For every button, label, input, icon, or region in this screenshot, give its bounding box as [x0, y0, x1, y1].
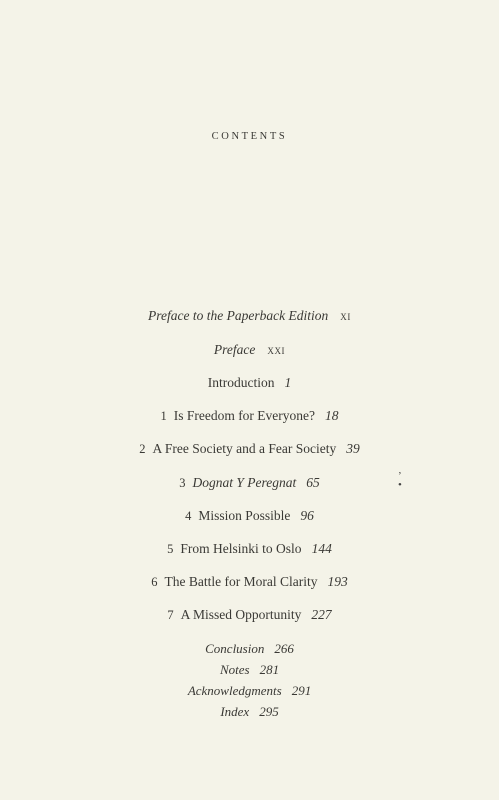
- entry-page: 291: [291, 683, 312, 698]
- toc-entry-acknowledgments: [0, 683, 499, 699]
- chapter-number: 5: [167, 542, 174, 556]
- entry-page: 144: [311, 541, 332, 556]
- toc-entry-index: [0, 704, 499, 720]
- entry-page: 281: [259, 662, 280, 677]
- entry-title: Preface to the Paperback Edition: [148, 308, 329, 323]
- entry-title: Dognat Y Peregnat: [192, 475, 297, 490]
- entry-title: Introduction: [207, 375, 275, 390]
- entry-title: Notes: [219, 662, 250, 677]
- entry-title: A Free Society and a Fear Society: [152, 441, 337, 456]
- entry-title: Is Freedom for Everyone?: [173, 408, 316, 423]
- entry-title: Index: [220, 704, 250, 719]
- toc-entry-preface: [0, 342, 499, 358]
- toc-entry-chapter-5: [0, 541, 499, 557]
- entry-page: 295: [259, 704, 279, 719]
- entry-title: The Battle for Moral Clarity: [164, 574, 318, 589]
- stray-mark: ’ •: [398, 470, 402, 491]
- toc-entry-chapter-4: [0, 508, 499, 524]
- chapter-number: 3: [179, 476, 186, 490]
- entry-page: 227: [311, 607, 332, 622]
- toc-entry-chapter-1: [0, 408, 499, 424]
- chapter-number: 7: [167, 608, 174, 622]
- entry-title: Acknowledgments: [187, 683, 282, 698]
- toc-entry-notes: [0, 662, 499, 678]
- entry-title: A Missed Opportunity: [180, 607, 302, 622]
- toc-entry-introduction: [0, 375, 499, 391]
- entry-title: Preface: [213, 342, 256, 357]
- toc-entry-chapter-2: [0, 441, 499, 457]
- entry-page: 65: [306, 475, 320, 490]
- chapter-number: 2: [139, 442, 146, 456]
- entry-page: 266: [274, 641, 294, 656]
- toc-entry-chapter-6: [0, 574, 499, 590]
- entry-page: 96: [300, 508, 314, 523]
- toc-entry-paperback-preface: [0, 308, 499, 324]
- entry-page: 18: [325, 408, 339, 423]
- chapter-number: 1: [160, 409, 167, 423]
- entry-page: xxi: [267, 342, 286, 357]
- contents-heading: CONTENTS: [211, 131, 288, 142]
- toc-entry-chapter-3: [0, 475, 499, 491]
- entry-page: 193: [327, 574, 348, 589]
- entry-page: 39: [346, 441, 360, 456]
- entry-title: Conclusion: [205, 641, 265, 656]
- toc-entry-conclusion: [0, 641, 499, 657]
- entry-page: xi: [340, 308, 351, 323]
- entry-title: From Helsinki to Oslo: [180, 541, 302, 556]
- entry-page: 1: [284, 375, 292, 390]
- toc-entry-chapter-7: [0, 607, 499, 623]
- chapter-number: 6: [151, 575, 158, 589]
- entry-title: Mission Possible: [198, 508, 291, 523]
- chapter-number: 4: [185, 509, 192, 523]
